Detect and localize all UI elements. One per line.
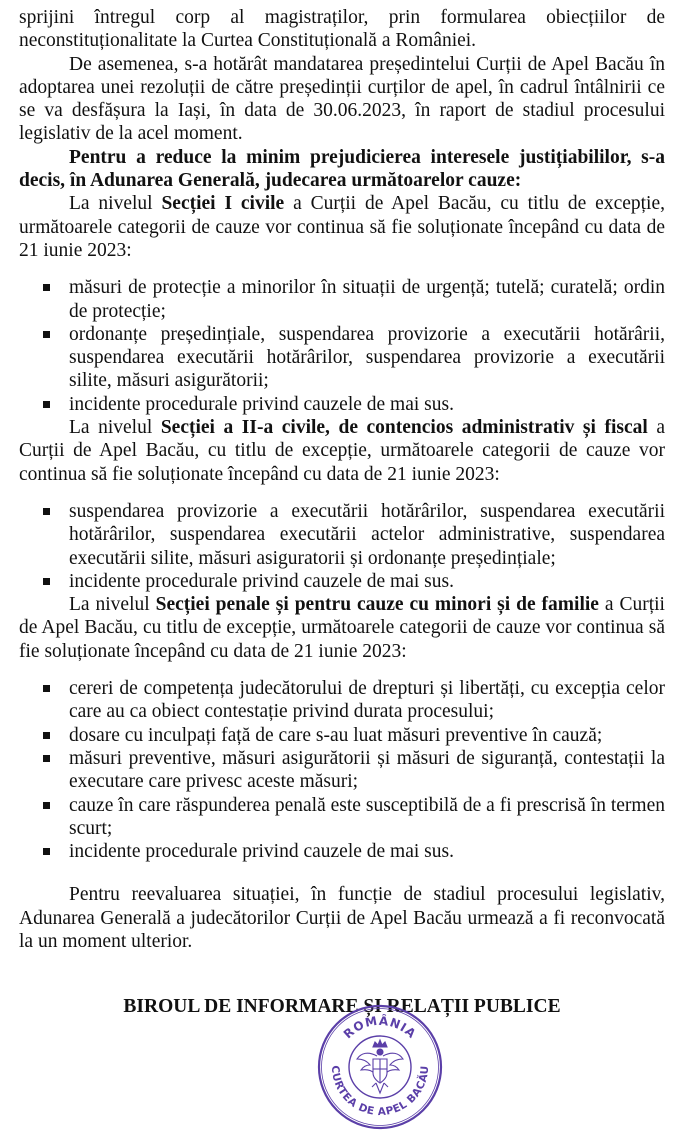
list-item-text: cauze în care răspunderea penală este susceptibilă de a fi prescrisă în termen scurt; [69,794,665,839]
seal-bottom-text: CURTEA DE APEL BACĂU [328,1065,432,1119]
closing-paragraph: Pentru reevaluarea situației, în funcție de stadiul procesului legislativ, Adunarea Generală a judecătorilor Curții de Apel Bacău urmează a fi reconvocată la un moment ulterior. [19,884,665,952]
section2-suffix: a Curții de Apel Bacău, cu titlu de excepție, următoarele categorii de cauze vor continua să fie soluționate începând cu data de 21 iunie 2023: [19,417,665,485]
list-item [19,794,665,841]
section3-intro [19,593,665,663]
list-item [19,500,665,570]
eagle-coat-of-arms-icon [357,1040,403,1093]
bullet-icon [43,685,50,692]
seal-top-text: ROMÂNIA [340,1013,420,1042]
bullet-icon [43,848,50,855]
list-item [19,323,665,393]
section1-list [19,276,665,416]
decision-heading-text: Pentru a reduce la minim prejudicierea interesele justițiabililor, s-a decis, în Adunarea Generală, judecarea următoarelor cauze: [19,146,665,192]
section1-prefix: La nivelul [69,193,162,215]
bullet-icon [43,578,50,585]
document-page [19,6,665,1019]
list-item-text: cereri de competența judecătorului de drepturi și libertăți, cu excepția celor care au ca obiect contestație privind durata procesului; [69,678,665,723]
list-item [19,393,665,416]
section3-list [19,677,665,863]
bullet-icon [43,802,50,809]
list-item-text: suspendarea provizorie a executării hotărârilor, suspendarea executării hotărârilor, suspendarea executării actelor administrative, suspendarea executării silite, măsuri asiguratorii și ordonanțe președințiale; [69,500,665,569]
section2-prefix: La nivelul [69,417,161,439]
section3-suffix: a Curții de Apel Bacău, cu titlu de excepție, următoarele categorii de cauze vor continua să fie soluționate începând cu data de 21 iunie 2023: [19,594,665,662]
bullet-icon [43,331,50,338]
section2-name: Secției a II-a civile, de contencios administrativ și fiscal [160,417,648,439]
section2-list [19,500,665,593]
list-item [19,276,665,323]
section3-prefix: La nivelul [69,594,156,616]
bullet-icon [43,401,50,408]
list-item-text: dosare cu inculpați față de care s-au luat măsuri preventive în cauză; [69,724,603,746]
list-item [19,840,665,863]
list-item-text: incidente procedurale privind cauzele de mai sus. [69,570,454,592]
decision-heading [19,146,665,193]
svg-text:ROMÂNIA [341,1013,419,1042]
section3-name: Secției penale și pentru cauze cu minori și de familie [155,594,599,616]
list-item-text: ordonanțe președințiale, suspendarea provizorie a executării hotărârii, suspendarea executării hotărârilor, suspendarea provizorie a executării silite, măsuri asigurătorii; [69,323,665,392]
section1-suffix: a Curții de Apel Bacău, cu titlu de excepție, următoarele categorii de cauze vor continua să fie soluționate începând cu data de 21 iunie 2023: [19,193,665,261]
bullet-icon [43,284,50,291]
list-item-text: incidente procedurale privind cauzele de mai sus. [69,393,454,415]
intro-paragraph-mandate: De asemenea, s-a hotărât mandatarea președintelui Curții de Apel Bacău în adoptarea unei rezoluții de către președinții curților de apel, în cadrul întâlnirii ce se va desfășura la Iași, în data de 30.06.2023, în raport de stadiul procesului legislativ de la acel moment. [19,53,665,145]
bullet-icon [43,508,50,515]
intro-paragraph-continuation: sprijini întregul corp al magistraților, prin formularea obiecțiilor de neconstituționalitate la Curtea Constituțională a României. [19,7,665,52]
list-item [19,747,665,794]
list-item-text: măsuri preventive, măsuri asigurătorii și măsuri de siguranță, contestații la executare care privesc aceste măsuri; [69,747,665,793]
bullet-icon [43,732,50,739]
signature-office: BIROUL DE INFORMARE ȘI RELAȚII PUBLICE [123,996,561,1018]
list-item-text: incidente procedurale privind cauzele de mai sus. [69,841,454,863]
list-item [19,677,665,724]
section2-intro [19,416,665,486]
list-item [19,570,665,593]
bullet-icon [43,755,50,762]
list-item-text: măsuri de protecție a minorilor în situații de urgență; tutelă; curatelă; ordin de protecție; [69,277,665,322]
section1-name: Secției I civile [161,193,285,215]
court-stamp-seal [316,1003,444,1131]
list-item [19,724,665,747]
section1-intro [19,192,665,262]
